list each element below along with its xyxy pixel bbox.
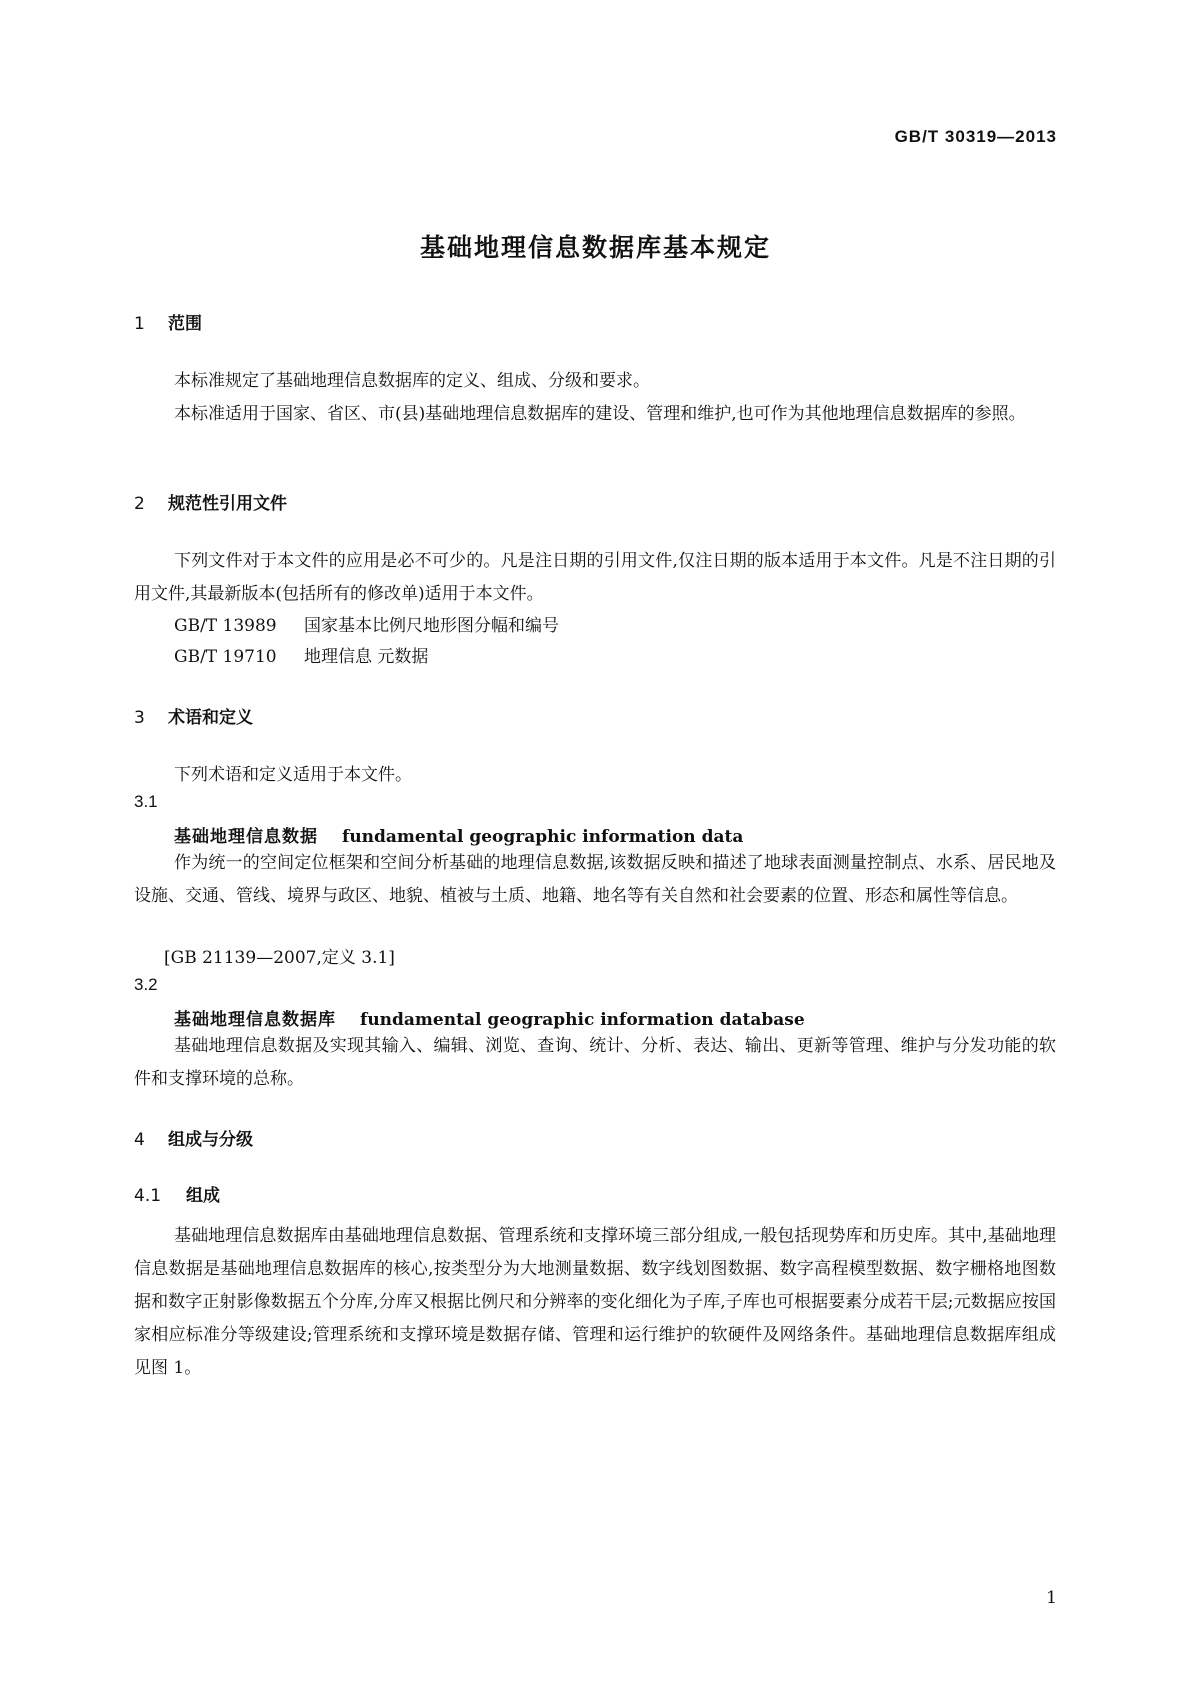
term-3-1-definition-text: 作为统一的空间定位框架和空间分析基础的地理信息数据,该数据反映和描述了地球表面测量控制点、水系、居民地及设施、交通、管线、境界与政区、地貌、植被与土质、地籍、地名等有关自然和社会要素的位置、形态和属性等信息。 [134,853,1056,906]
section-4-1-body [134,1220,1056,1385]
term-3-1-en: fundamental geographic information data [342,827,744,847]
term-3-1-number: 3.1 [134,792,158,811]
section-2-para-1: 下列文件对于本文件的应用是必不可少的。凡是注日期的引用文件,仅注日期的版本适用于本文件。凡是不注日期的引用文件,其最新版本(包括所有的修改单)适用于本文件。 [134,551,1056,604]
section-3-title: 术语和定义 [168,708,253,728]
reference-item [174,642,428,667]
section-4-heading [134,1125,253,1150]
section-1-heading [134,309,202,334]
section-1-title: 范围 [168,314,202,334]
term-3-1-heading [174,822,743,847]
section-2-heading [134,489,287,514]
term-3-2-heading [174,1005,805,1030]
term-3-2-zh: 基础地理信息数据库 [174,1010,336,1030]
section-4-1-heading [134,1181,220,1206]
section-4-1-number: 4.1 [134,1186,162,1206]
reference-title: 国家基本比例尺地形图分幅和编号 [304,616,559,636]
standard-code: GB/T 30319—2013 [894,127,1057,146]
reference-code: GB/T 19710 [174,647,277,667]
document-title: 基础地理信息数据库基本规定 [419,233,771,262]
term-3-1-definition [134,847,1056,913]
term-3-2-definition [134,1030,1056,1096]
section-2-title: 规范性引用文件 [168,494,287,514]
term-3-2-number: 3.2 [134,975,158,994]
reference-title: 地理信息 元数据 [304,647,429,667]
section-2-number: 2 [134,494,145,514]
reference-item [174,611,559,636]
term-3-2-definition-text: 基础地理信息数据及实现其输入、编辑、浏览、查询、统计、分析、表达、输出、更新等管理、维护与分发功能的软件和支撑环境的总称。 [134,1036,1056,1089]
term-3-2-en: fundamental geographic information database [360,1010,805,1030]
section-1-para-1: 本标准规定了基础地理信息数据库的定义、组成、分级和要求。 [174,371,650,391]
section-3-heading [134,703,253,728]
section-1-para-2: 本标准适用于国家、省区、市(县)基础地理信息数据库的建设、管理和维护,也可作为其他地理信息数据库的参照。 [174,404,1026,424]
page-number: 1 [1046,1588,1057,1608]
section-1-number: 1 [134,314,145,334]
section-4-number: 4 [134,1130,145,1150]
section-1-body [134,365,1056,431]
term-3-1-zh: 基础地理信息数据 [174,827,318,847]
reference-code: GB/T 13989 [174,616,277,636]
section-4-1-title: 组成 [186,1186,220,1206]
section-4-title: 组成与分级 [168,1130,253,1150]
section-2-body [134,545,1056,611]
section-3-intro: 下列术语和定义适用于本文件。 [174,765,412,785]
term-3-1-source: [GB 21139—2007,定义 3.1] [164,948,395,968]
section-3-number: 3 [134,708,145,728]
section-4-1-para: 基础地理信息数据库由基础地理信息数据、管理系统和支撑环境三部分组成,一般包括现势库和历史库。其中,基础地理信息数据是基础地理信息数据库的核心,按类型分为大地测量数据、数字线划图数据、数字高程模型数据、数字栅格地图数据和数字正射影像数据五个分库,分库又根据比例尺和分辨率的变化细化为子库,子库也可根据要素分成若干层;元数据应按国家相应标准分等级建设;管理系统和支撑环境是数据存储、管理和运行维护的软硬件及网络条件。基础地理信息数据库组成见图 1。 [134,1226,1056,1378]
